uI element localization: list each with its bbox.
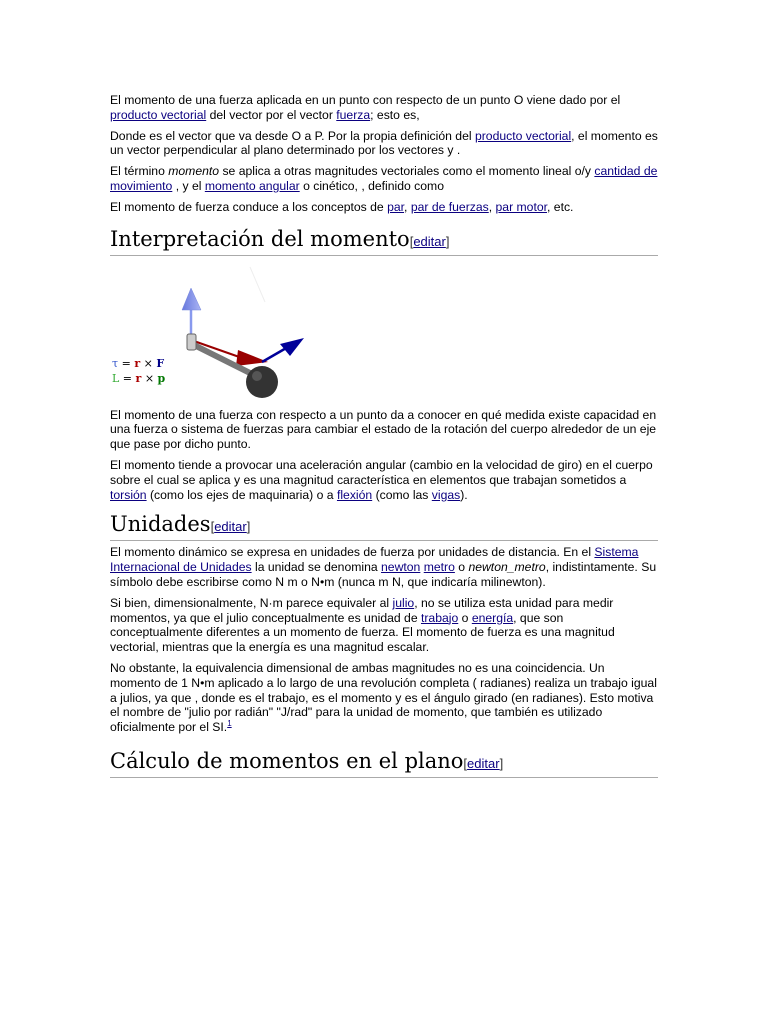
- link-momento-angular[interactable]: momento angular: [204, 178, 300, 193]
- link-cantidad-de-movimiento[interactable]: cantidad de movimiento: [110, 164, 658, 193]
- section-title: Cálculo de momentos en el plano: [110, 748, 464, 773]
- torque-figure: [110, 262, 310, 402]
- bracket: [: [210, 519, 215, 535]
- bracket: ]: [246, 519, 251, 535]
- link-par-motor[interactable]: par motor: [495, 199, 548, 214]
- text-run: , y el: [172, 178, 205, 193]
- text-run: o cinético, , definido como: [299, 178, 444, 193]
- text-run: o: [454, 560, 469, 575]
- text-run: (como los ejes de maquinaria) o a: [146, 487, 337, 502]
- reference-link-1[interactable]: 1: [227, 719, 232, 729]
- article-content: [110, 93, 658, 782]
- text-run: ,: [488, 199, 496, 214]
- text-run: ,: [404, 199, 411, 214]
- bracket: [: [463, 755, 468, 771]
- equals-sign: =: [118, 356, 135, 370]
- bracket: ]: [445, 233, 450, 249]
- link-energia[interactable]: energía: [471, 610, 514, 625]
- intro-paragraph-2: [110, 129, 658, 159]
- link-trabajo[interactable]: trabajo: [420, 610, 459, 625]
- text-run: del vector por el vector: [206, 107, 337, 122]
- text-run: (como las: [372, 487, 432, 502]
- text-run: No obstante, la equivalencia dimensional de ambas magnitudes no es una coincidencia. Un momento de 1 N•m aplicado a lo largo de una revolución completa ( radianes) realiza un trabajo igual a julios, ya que , donde es el trabajo, es el momento y es el ángulo girado (en radianes). Esto motiva el nombre de "julio por radián" "J/rad" para la unidad de momento, que también es utilizado oficialmente por el SI.: [110, 660, 657, 735]
- text-run: , etc.: [547, 199, 574, 214]
- section-heading-interpretacion: [110, 227, 658, 256]
- f-symbol: F: [156, 356, 165, 370]
- link-producto-vectorial-2[interactable]: producto vectorial: [474, 128, 572, 143]
- faint-guide-line: [250, 267, 265, 302]
- text-run: la unidad se denomina: [251, 560, 382, 575]
- torque-formula: [112, 357, 164, 370]
- link-producto-vectorial[interactable]: producto vectorial: [110, 107, 207, 122]
- text-run: El momento dinámico se expresa en unidades de fuerza por unidades de distancia. En el: [110, 545, 595, 560]
- angular-momentum-formula: [112, 372, 165, 385]
- link-julio[interactable]: julio: [392, 595, 415, 610]
- section-title: Interpretación del momento: [110, 226, 410, 251]
- edit-section-link: [211, 519, 251, 534]
- r-symbol: r: [134, 356, 141, 370]
- link-par-de-fuerzas[interactable]: par de fuerzas: [410, 199, 489, 214]
- cross-operator: ×: [141, 371, 158, 385]
- text-run: El término: [110, 164, 169, 179]
- unidades-paragraph-2: [110, 596, 658, 655]
- link-metro[interactable]: metro: [423, 560, 455, 575]
- mass-ball: [246, 366, 278, 398]
- text-run: Si bien, dimensionalmente, N·m parece equivaler al: [110, 595, 393, 610]
- link-torsion[interactable]: torsión: [110, 487, 147, 502]
- l-symbol: L: [112, 371, 120, 385]
- text-run: Donde es el vector que va desde O a P. Por la propia definición del: [110, 128, 475, 143]
- f-vector-arrow: [280, 338, 304, 356]
- emphasis-newton-metro: newton_metro: [468, 560, 546, 575]
- unidades-paragraph-3: [110, 661, 658, 735]
- p-symbol: p: [157, 371, 166, 385]
- section-title: Unidades: [110, 512, 211, 537]
- text-run: , indistintamente. Su símbolo debe escribirse como N m o N•m (nunca m N, que indicaría milinewton).: [110, 560, 657, 589]
- r-vector-arrow: [236, 350, 268, 366]
- section-heading-calculo: [110, 749, 658, 778]
- section-heading-unidades: [110, 512, 658, 541]
- emphasis-momento: momento: [168, 164, 220, 179]
- f-vector-line: [262, 347, 288, 362]
- link-flexion[interactable]: flexión: [336, 487, 373, 502]
- link-newton[interactable]: newton: [381, 560, 421, 575]
- link-par[interactable]: par: [387, 199, 405, 214]
- bracket: ]: [499, 755, 504, 771]
- text-run: ).: [460, 487, 468, 502]
- tau-symbol: τ: [112, 356, 119, 370]
- text-run: El momento de fuerza conduce a los conceptos de: [110, 199, 388, 214]
- cross-operator: ×: [140, 356, 157, 370]
- interpretacion-paragraph-2: [110, 458, 658, 502]
- text-run: ; esto es,: [370, 107, 420, 122]
- intro-paragraph-3: [110, 164, 658, 194]
- text-run: El momento de una fuerza aplicada en un punto con respecto de un punto O viene dado por el: [110, 93, 621, 107]
- edit-link-unidades[interactable]: editar: [214, 519, 247, 535]
- edit-section-link: [410, 234, 450, 249]
- text-run: , no se utiliza esta unidad para medir momentos, ya que el julio conceptualmente es unidad de: [110, 595, 614, 625]
- interpretacion-paragraph-1: El momento de una fuerza con respecto a un punto da a conocer en qué medida existe capacidad en una fuerza o sistema de fuerzas para cambiar el estado de la rotación del cuerpo alrededor de un eje que pase por dicho punto.: [110, 407, 657, 452]
- edit-link-calculo[interactable]: editar: [467, 755, 500, 771]
- torque-arrow-head: [182, 288, 201, 310]
- bracket: [: [409, 233, 414, 249]
- text-run: , que son conceptualmente diferentes a un momento de fuerza. El momento de fuerza es una magnitud vectorial, mientras que la energía es una magnitud escalar.: [110, 610, 615, 655]
- r-symbol: r: [135, 371, 142, 385]
- edit-link-interpretacion[interactable]: editar: [413, 233, 446, 249]
- unidades-paragraph-1: [110, 545, 658, 589]
- link-fuerza[interactable]: fuerza: [336, 107, 371, 122]
- link-sistema-internacional[interactable]: Sistema Internacional de Unidades: [110, 545, 639, 575]
- text-run: El momento tiende a provocar una aceleración angular (cambio en la velocidad de giro) en el cuerpo sobre el cual se aplica y es una magnitud característica en elementos que trabajan sometidos a: [110, 457, 653, 487]
- equals-sign: =: [119, 371, 136, 385]
- mass-highlight: [252, 371, 262, 381]
- intro-paragraph-4: [110, 200, 658, 215]
- link-vigas[interactable]: vigas: [431, 487, 461, 502]
- intro-paragraph-1: [110, 93, 658, 123]
- text-run: se aplica a otras magnitudes vectoriales como el momento lineal o/y: [219, 164, 595, 179]
- edit-section-link: [463, 756, 503, 771]
- pivot-axle: [187, 334, 196, 350]
- text-run: o: [458, 610, 472, 625]
- text-run: , el momento es un vector perpendicular al plano determinado por los vectores y .: [110, 128, 658, 158]
